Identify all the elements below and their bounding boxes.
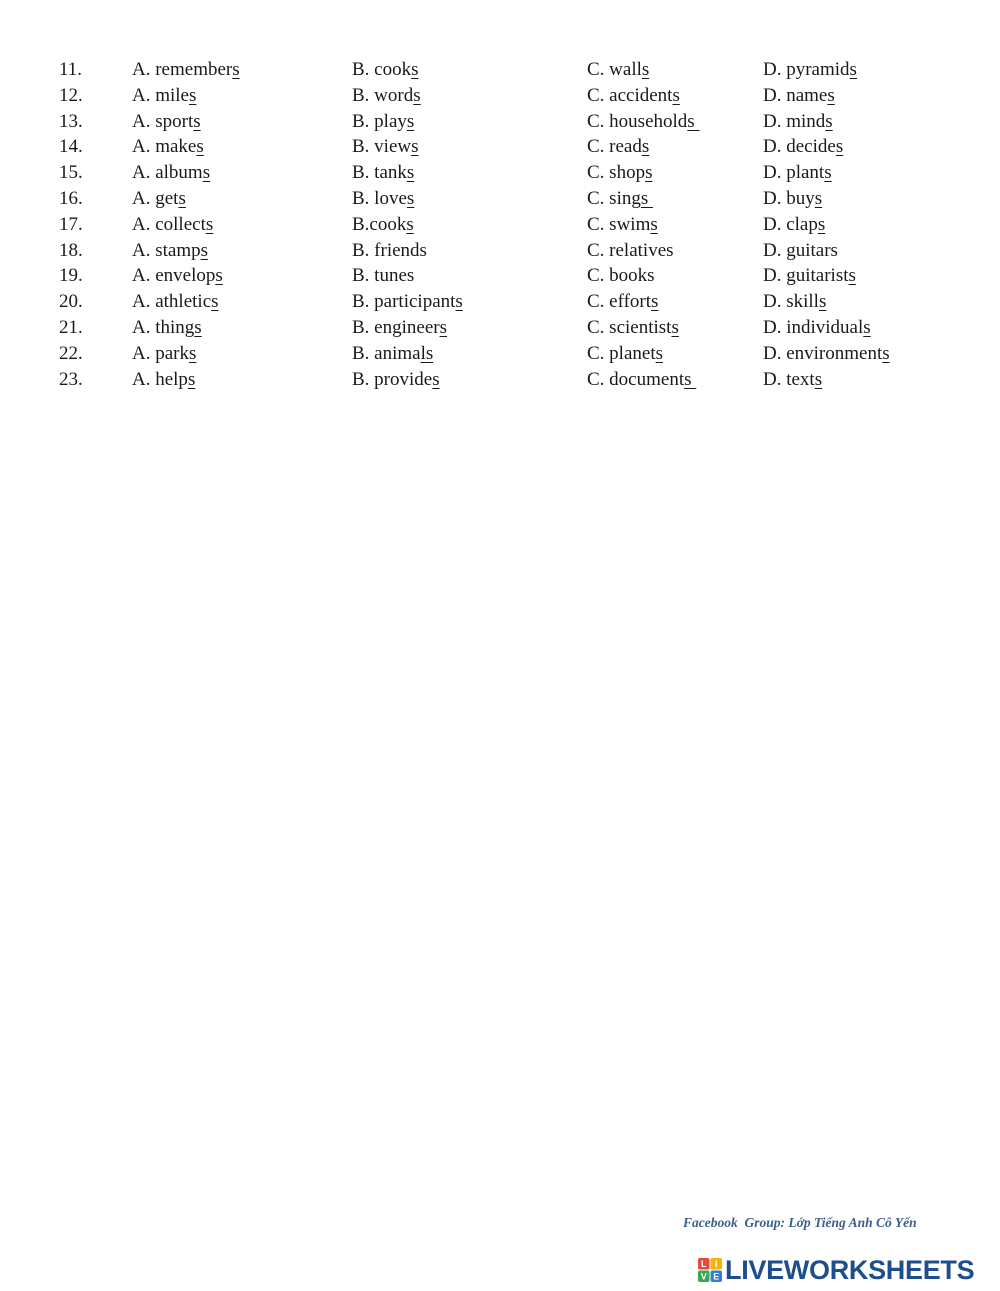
option-a (132, 315, 202, 341)
underlined-ending: s (194, 316, 202, 338)
facebook-group-credit: Facebook Group: Lớp Tiếng Anh Cô Yến (683, 1215, 917, 1230)
option-word: D. individual (763, 316, 864, 338)
option-word: B. provide (352, 368, 433, 390)
option-word: A. stamp (132, 239, 201, 261)
option-d (763, 109, 833, 135)
option-d (763, 315, 871, 341)
option-a (132, 160, 210, 186)
svg-text:L: L (701, 1259, 707, 1270)
question-row (0, 367, 1000, 393)
option-a (132, 186, 186, 212)
underlined-ending: s (178, 187, 186, 209)
option-a (132, 367, 195, 393)
option-c (587, 83, 680, 109)
option-word: A. get (132, 187, 179, 209)
question-row (0, 134, 1000, 160)
underlined-ending: s (817, 213, 826, 235)
option-b (352, 341, 433, 367)
option-a (132, 263, 223, 289)
option-word: C. planet (587, 342, 656, 364)
underlined-ending: s (432, 368, 440, 390)
option-b (352, 109, 414, 135)
question-row (0, 83, 1000, 109)
option-word: B. friends (352, 239, 427, 261)
underlined-ending: s (825, 110, 833, 132)
underlined-ending: s (848, 265, 856, 287)
option-word: C. relatives (587, 239, 674, 261)
option-b (352, 315, 447, 341)
option-word: B.cook (352, 213, 407, 235)
option-d (763, 83, 835, 109)
option-a (132, 238, 208, 264)
option-c (587, 212, 658, 238)
option-a (132, 134, 204, 160)
option-word: A. envelop (132, 265, 216, 287)
option-word: D. text (763, 368, 815, 390)
underlined-ending: s (215, 265, 223, 287)
question-row (0, 186, 1000, 212)
option-c (587, 57, 649, 83)
option-d (763, 263, 856, 289)
option-word: A. help (132, 368, 188, 390)
question-number: 15. (59, 162, 83, 184)
question-row (0, 212, 1000, 238)
option-b (352, 83, 421, 109)
option-word: B. tank (352, 162, 407, 184)
option-word: C. wall (587, 59, 642, 80)
question-number: 11. (59, 59, 83, 80)
option-word: D. guitars (763, 239, 838, 261)
svg-text:V: V (700, 1271, 707, 1282)
underlined-ending: s (202, 162, 211, 184)
liveworksheets-brand[interactable] (697, 1253, 974, 1287)
option-word: B. anima (352, 342, 421, 364)
option-c (587, 367, 696, 393)
question-number: 22. (59, 342, 83, 364)
option-a (132, 57, 240, 83)
option-word: D. environment (763, 342, 883, 364)
option-word: B. play (352, 110, 407, 132)
question-row (0, 263, 1000, 289)
underlined-ending: s (687, 110, 700, 132)
option-word: C. swim (587, 213, 651, 235)
question-row (0, 289, 1000, 315)
underlined-ending: s (205, 213, 214, 235)
underlined-ending: s (641, 136, 650, 158)
underlined-ending: s (406, 213, 414, 235)
underlined-ending: s (814, 368, 823, 390)
underlined-ending: s (439, 316, 447, 338)
option-word: A. album (132, 162, 203, 184)
worksheet-question-list (0, 57, 1000, 392)
option-word: D. plant (763, 162, 825, 184)
option-d (763, 134, 843, 160)
underlined-ending: s (835, 136, 844, 158)
underlined-ending: s (411, 136, 419, 158)
underlined-ending: s (655, 342, 664, 364)
option-word: A. park (132, 342, 189, 364)
liveworksheets-wordmark: LIVEWORKSHEETS (725, 1254, 975, 1285)
option-word: A. remember (132, 59, 233, 80)
option-d (763, 57, 857, 83)
question-number: 16. (59, 187, 83, 209)
option-word: A. athletic (132, 291, 212, 313)
option-d (763, 212, 825, 238)
option-word: B. word (352, 84, 414, 106)
option-a (132, 341, 196, 367)
question-number: 18. (59, 239, 83, 261)
underlined-ending: s (232, 59, 240, 80)
underlined-ending: s (196, 136, 204, 158)
svg-text:I: I (714, 1259, 718, 1270)
option-word: B. participant (352, 291, 456, 313)
option-a (132, 289, 219, 315)
underlined-ending: s (189, 84, 197, 106)
question-row (0, 160, 1000, 186)
underlined-ending: s (200, 239, 209, 261)
question-number: 19. (59, 265, 83, 287)
option-word: D. pyramid (763, 59, 850, 80)
underlined-ending: s (188, 342, 197, 364)
option-c (587, 109, 699, 135)
option-c (587, 289, 658, 315)
underlined-ending: s (849, 59, 857, 80)
option-b (352, 263, 414, 289)
option-word: A. collect (132, 213, 206, 235)
option-word: D. mind (763, 110, 826, 132)
option-word: C. document (587, 368, 685, 390)
option-word: A. thing (132, 316, 195, 338)
option-d (763, 367, 822, 393)
underlined-ending: s (684, 368, 697, 390)
option-word: D. decide (763, 136, 836, 158)
question-number: 20. (59, 291, 83, 313)
option-a (132, 83, 196, 109)
option-a (132, 212, 213, 238)
underlined-ending: s (406, 110, 415, 132)
option-b (352, 160, 414, 186)
option-word: C. shop (587, 162, 646, 184)
question-number: 13. (59, 110, 83, 132)
option-b (352, 238, 427, 264)
question-number: 21. (59, 316, 83, 338)
underlined-ending: s (827, 84, 835, 106)
option-b (352, 134, 419, 160)
underlined-ending: s (882, 342, 890, 364)
option-word: B. engineer (352, 316, 440, 338)
option-b (352, 212, 414, 238)
underlined-ending: s (411, 59, 419, 80)
question-number: 17. (59, 213, 83, 235)
option-word: B. tunes (352, 265, 415, 287)
underlined-ending: ls (420, 342, 434, 364)
option-word: C. sing (587, 187, 641, 209)
underlined-ending: s (651, 291, 659, 313)
underlined-ending: s (671, 316, 679, 338)
underlined-ending: s (211, 291, 219, 313)
underlined-ending: s (824, 162, 832, 184)
option-word: C. effort (587, 291, 652, 313)
option-c (587, 263, 655, 289)
question-row (0, 238, 1000, 264)
underlined-ending: s (193, 110, 201, 132)
option-word: B. love (352, 187, 407, 209)
underlined-ending: s (814, 187, 823, 209)
option-c (587, 341, 663, 367)
question-row (0, 341, 1000, 367)
option-word: A. mile (132, 84, 189, 106)
option-d (763, 341, 890, 367)
option-word: B. cook (352, 59, 412, 80)
underlined-ending: s (187, 368, 196, 390)
underlined-ending: s (863, 316, 871, 338)
option-c (587, 160, 652, 186)
option-word: C. household (587, 110, 688, 132)
option-word: C. read (587, 136, 642, 158)
option-c (587, 238, 674, 264)
question-row (0, 109, 1000, 135)
underlined-ending: s (640, 187, 654, 209)
option-word: C. scientist (587, 316, 672, 338)
liveworksheets-logo-icon (697, 1257, 723, 1283)
option-word: D. clap (763, 213, 818, 235)
option-b (352, 289, 463, 315)
option-c (587, 186, 653, 212)
option-d (763, 160, 832, 186)
option-a (132, 109, 201, 135)
underlined-ending: s (406, 187, 415, 209)
underlined-ending: s (641, 59, 650, 80)
question-number: 23. (59, 368, 83, 390)
option-b (352, 186, 414, 212)
underlined-ending: s (413, 84, 421, 106)
option-word: D. name (763, 84, 828, 106)
underlined-ending: s (406, 162, 415, 184)
option-c (587, 315, 679, 341)
option-word: C. accident (587, 84, 673, 106)
option-word: D. buy (763, 187, 815, 209)
question-number: 14. (59, 136, 83, 158)
option-d (763, 238, 838, 264)
underlined-ending: s (672, 84, 680, 106)
question-row (0, 315, 1000, 341)
underlined-ending: s (455, 291, 463, 313)
underlined-ending: s (818, 291, 827, 313)
underlined-ending: s (645, 162, 653, 184)
option-d (763, 289, 826, 315)
option-word: A. make (132, 136, 197, 158)
option-word: A. sport (132, 110, 194, 132)
option-c (587, 134, 649, 160)
underlined-ending: s (650, 213, 658, 235)
option-word: D. guitarist (763, 265, 849, 287)
option-d (763, 186, 822, 212)
option-b (352, 367, 440, 393)
question-row (0, 57, 1000, 83)
svg-text:E: E (713, 1271, 720, 1282)
option-b (352, 57, 419, 83)
question-number: 12. (59, 84, 83, 106)
option-word: C. books (587, 265, 655, 287)
option-word: D. skill (763, 291, 819, 313)
option-word: B. view (352, 136, 412, 158)
